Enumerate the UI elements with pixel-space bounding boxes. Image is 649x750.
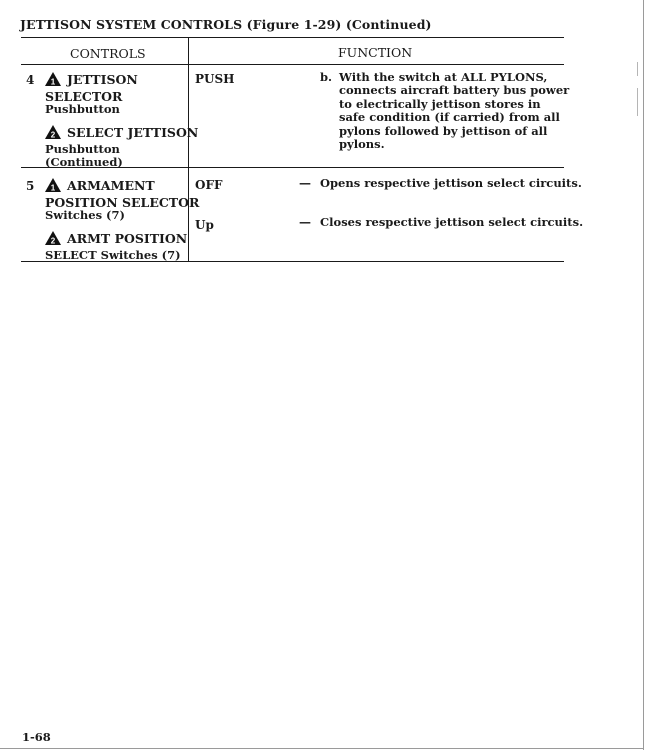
- control-type-line: SELECT Switches (7): [45, 247, 181, 262]
- control-label: [45, 231, 187, 262]
- page-edge-bottom: [0, 748, 644, 749]
- function-line: Opens respective jettison select circuits.: [320, 176, 582, 190]
- function-line: safe condition (if carried) from all: [339, 110, 560, 125]
- warning-triangle-1-icon: [45, 178, 61, 196]
- row-number: 4: [26, 73, 35, 87]
- header-bottom-rule: [21, 64, 564, 65]
- function-line: pylons.: [339, 137, 385, 152]
- warning-triangle-2-icon: [45, 125, 61, 143]
- svg-text:2: 2: [50, 236, 56, 245]
- warning-triangle-1-icon: [45, 72, 61, 90]
- control-name-line: ARMAMENT: [67, 178, 155, 193]
- control-label: [45, 178, 199, 223]
- control-type-line: Pushbutton: [45, 141, 120, 156]
- control-label: [45, 72, 138, 117]
- function-line: Closes respective jettison select circuits.: [320, 215, 584, 229]
- svg-text:1: 1: [50, 183, 56, 192]
- function-line: With the switch at ALL PYLONS,: [339, 70, 548, 84]
- table-top-rule: [21, 37, 564, 38]
- page-edge-right: [643, 0, 644, 750]
- position-label: PUSH: [195, 72, 235, 86]
- function-line: pylons followed by jettison of all: [339, 123, 548, 138]
- function-marker: —: [299, 176, 311, 190]
- figure-title: JETTISON SYSTEM CONTROLS (Figure 1-29) (Continued): [20, 17, 432, 32]
- controls-column-header: CONTROLS: [70, 46, 146, 61]
- function-line: connects aircraft battery bus power: [339, 83, 570, 98]
- warning-triangle-2-icon: [45, 231, 61, 249]
- function-text: [339, 71, 569, 151]
- control-name-line: SELECTOR: [45, 88, 123, 104]
- control-type-line: (Continued): [45, 155, 123, 169]
- control-type-line: Pushbutton: [45, 102, 120, 116]
- function-line: to electrically jettison stores in: [339, 96, 541, 111]
- position-label: Up: [195, 218, 214, 232]
- page-number: 1-68: [22, 730, 51, 744]
- row-number: 5: [26, 179, 35, 193]
- function-column-header: FUNCTION: [338, 45, 413, 60]
- control-name-line: ARMT POSITION: [67, 231, 188, 246]
- control-name-line: SELECT JETTISON: [67, 125, 199, 140]
- control-name-line: POSITION SELECTOR: [45, 194, 200, 210]
- svg-text:1: 1: [50, 77, 56, 86]
- scan-mark: [637, 88, 638, 116]
- scan-mark: [637, 62, 638, 76]
- position-label: OFF: [195, 178, 223, 192]
- control-label: [45, 125, 198, 170]
- control-name-line: JETTISON: [67, 72, 138, 87]
- function-marker: —: [299, 215, 311, 229]
- svg-text:2: 2: [50, 130, 56, 139]
- function-marker: b.: [320, 70, 333, 84]
- control-type-line: Switches (7): [45, 208, 125, 222]
